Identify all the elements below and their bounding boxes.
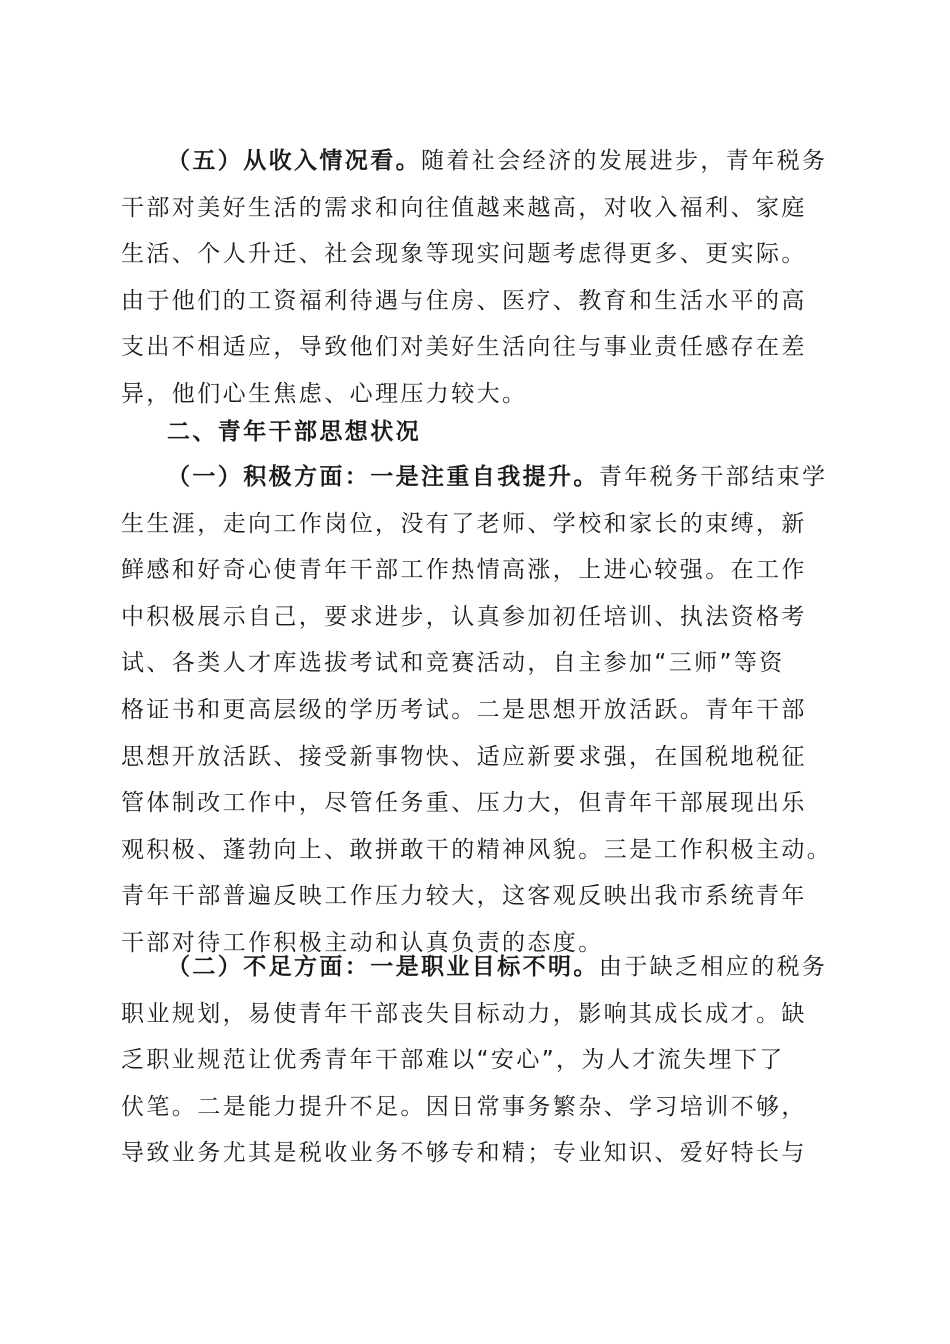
paragraph-line: 思想开放活跃、接受新事物快、适应新要求强，在国税地税征 bbox=[121, 743, 807, 770]
paragraph-line: 鲜感和好奇心使青年干部工作热情高涨，上进心较强。在工作 bbox=[121, 557, 807, 584]
paragraph-line: 异，他们心生焦虑、心理压力较大。 bbox=[121, 380, 528, 407]
paragraph-line: （一）积极方面：一是注重自我提升。青年税务干部结束学 bbox=[167, 464, 828, 490]
section-title bbox=[121, 409, 829, 456]
paragraph-heading: （二）不足方面：一是职业目标不明。 bbox=[167, 954, 599, 980]
paragraph-line: 生生涯，走向工作岗位，没有了老师、学校和家长的束缚，新 bbox=[121, 510, 807, 537]
paragraph-negative bbox=[121, 944, 829, 1177]
paragraph-line: 导致业务尤其是税收业务不够专和精；专业知识、爱好特长与 bbox=[121, 1140, 807, 1167]
paragraph-line: 职业规划，易使青年干部丧失目标动力，影响其成长成才。缺 bbox=[121, 1000, 807, 1027]
paragraph-line: 中积极展示自己，要求进步，认真参加初任培训、执法资格考 bbox=[121, 603, 807, 630]
paragraph-heading: （一）积极方面：一是注重自我提升。 bbox=[167, 464, 599, 490]
paragraph-line: 由于他们的工资福利待遇与住房、医疗、教育和生活水平的高 bbox=[121, 287, 807, 314]
paragraph-line: 乏职业规范让优秀青年干部难以“安心”，为人才流失埋下了 bbox=[121, 1047, 785, 1074]
paragraph-line: 干部对美好生活的需求和向往值越来越高，对收入福利、家庭 bbox=[121, 194, 807, 221]
paragraph-line: 青年干部普遍反映工作压力较大，这客观反映出我市系统青年 bbox=[121, 883, 807, 910]
paragraph-line: 支出不相适应，导致他们对美好生活向往与事业责任感存在差 bbox=[121, 334, 807, 361]
paragraph-line: 格证书和更高层级的学历考试。二是思想开放活跃。青年干部 bbox=[121, 696, 807, 723]
paragraph-income bbox=[121, 138, 829, 418]
paragraph-line: 试、各类人才库选拔考试和竞赛活动，自主参加“三师”等资 bbox=[121, 650, 785, 677]
paragraph-line: （二）不足方面：一是职业目标不明。由于缺乏相应的税务 bbox=[167, 954, 828, 980]
paragraph-line: 生活、个人升迁、社会现象等现实问题考虑得更多、更实际。 bbox=[121, 241, 807, 268]
paragraph-heading: （五）从收入情况看。 bbox=[167, 148, 421, 174]
paragraph-line: （五）从收入情况看。随着社会经济的发展进步，青年税务 bbox=[167, 148, 828, 174]
section-heading: 二、青年干部思想状况 bbox=[167, 419, 421, 445]
paragraph-line: 干部对待工作积极主动和认真负责的态度。 bbox=[121, 929, 604, 956]
paragraph-line: 伏笔。二是能力提升不足。因日常事务繁杂、学习培训不够， bbox=[121, 1093, 807, 1120]
paragraph-positive bbox=[121, 454, 833, 967]
paragraph-line: 管体制改工作中，尽管任务重、压力大，但青年干部展现出乐 bbox=[121, 790, 807, 817]
paragraph-line: 观积极、蓬勃向上、敢拼敢干的精神风貌。三是工作积极主动。 bbox=[121, 836, 833, 863]
